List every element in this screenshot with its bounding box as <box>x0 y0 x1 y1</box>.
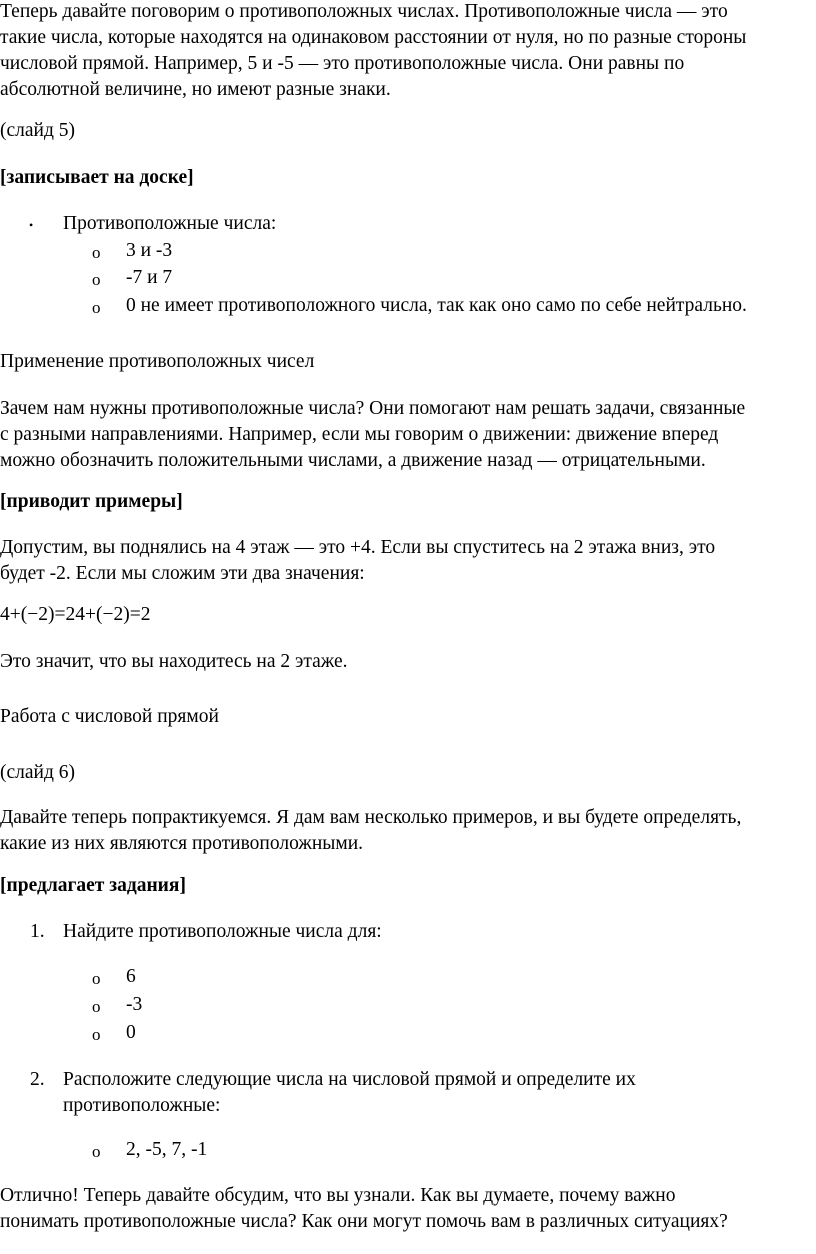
closing-line: Отлично! Теперь давайте обсудим, что вы узнали. Как вы думаете, почему важно <box>0 1185 676 1206</box>
practice-line: какие из них являются противоположными. <box>0 833 364 854</box>
practice-line: Давайте теперь попрактикуемся. Я дам вам несколько примеров, и вы будете определять, <box>0 807 742 828</box>
examples-note: [приводит примеры] <box>0 491 183 512</box>
numberline-heading: Работа с числовой прямой <box>0 706 219 727</box>
intro-line: абсолютной величине, но имеют разные знаки. <box>0 79 391 100</box>
sub-bullet-icon: o <box>92 270 101 289</box>
slide-6-label: (слайд 6) <box>0 762 76 783</box>
application-line: Зачем нам нужны противоположные числа? Они помогают нам решать задачи, связанные <box>0 398 746 419</box>
application-line: с разными направлениями. Например, если мы говорим о движении: движение вперед <box>0 424 719 445</box>
list-item: -3 <box>126 994 143 1015</box>
sub-bullet-icon: o <box>92 1025 101 1044</box>
sub-bullet-icon: o <box>92 997 101 1016</box>
list-item: 6 <box>126 966 136 987</box>
list-item: 2, -5, 7, -1 <box>126 1139 208 1160</box>
sub-bullet-icon: o <box>92 1142 101 1161</box>
sub-bullet-icon: o <box>92 243 101 262</box>
example-line: Допустим, вы поднялись на 4 этаж — это +4. Если вы спуститесь на 2 этажа вниз, это <box>0 537 716 558</box>
board-note: [записывает на доске] <box>0 167 194 188</box>
list-item: 3 и -3 <box>126 240 173 261</box>
intro-line: такие числа, которые находятся на одинаковом расстоянии от нуля, но по разные стороны <box>0 27 747 48</box>
application-line: можно обозначить положительными числами, а движение назад — отрицательными. <box>0 450 706 471</box>
bullet-icon: • <box>29 218 34 232</box>
list-item: 0 не имеет противоположного числа, так как оно само по себе нейтрально. <box>126 295 747 316</box>
task-text: противоположные: <box>63 1095 221 1116</box>
task-number: 1. <box>30 921 45 942</box>
list-item: -7 и 7 <box>126 267 173 288</box>
opposites-heading: Противоположные числа: <box>63 213 277 234</box>
intro-line: числовой прямой. Например, 5 и -5 — это противоположные числа. Они равны по <box>0 53 685 74</box>
equation: 4+(−2)=24+(−2)=2 <box>0 604 151 625</box>
task-number: 2. <box>30 1069 45 1090</box>
sub-bullet-icon: o <box>92 969 101 988</box>
application-heading: Применение противоположных чисел <box>0 351 315 372</box>
closing-line: понимать противоположные числа? Как они могут помочь вам в различных ситуациях? <box>0 1211 728 1232</box>
slide-5-label: (слайд 5) <box>0 120 76 141</box>
tasks-note: [предлагает задания] <box>0 875 186 896</box>
sub-bullet-icon: o <box>92 298 101 317</box>
task-text: Расположите следующие числа на числовой прямой и определите их <box>63 1069 636 1090</box>
intro-line: Теперь давайте поговорим о противоположных числах. Противоположные числа — это <box>0 1 728 22</box>
list-item: 0 <box>126 1022 136 1043</box>
conclusion: Это значит, что вы находитесь на 2 этаже. <box>0 651 348 672</box>
task-text: Найдите противоположные числа для: <box>63 921 382 942</box>
example-line: будет -2. Если мы сложим эти два значения: <box>0 563 365 584</box>
